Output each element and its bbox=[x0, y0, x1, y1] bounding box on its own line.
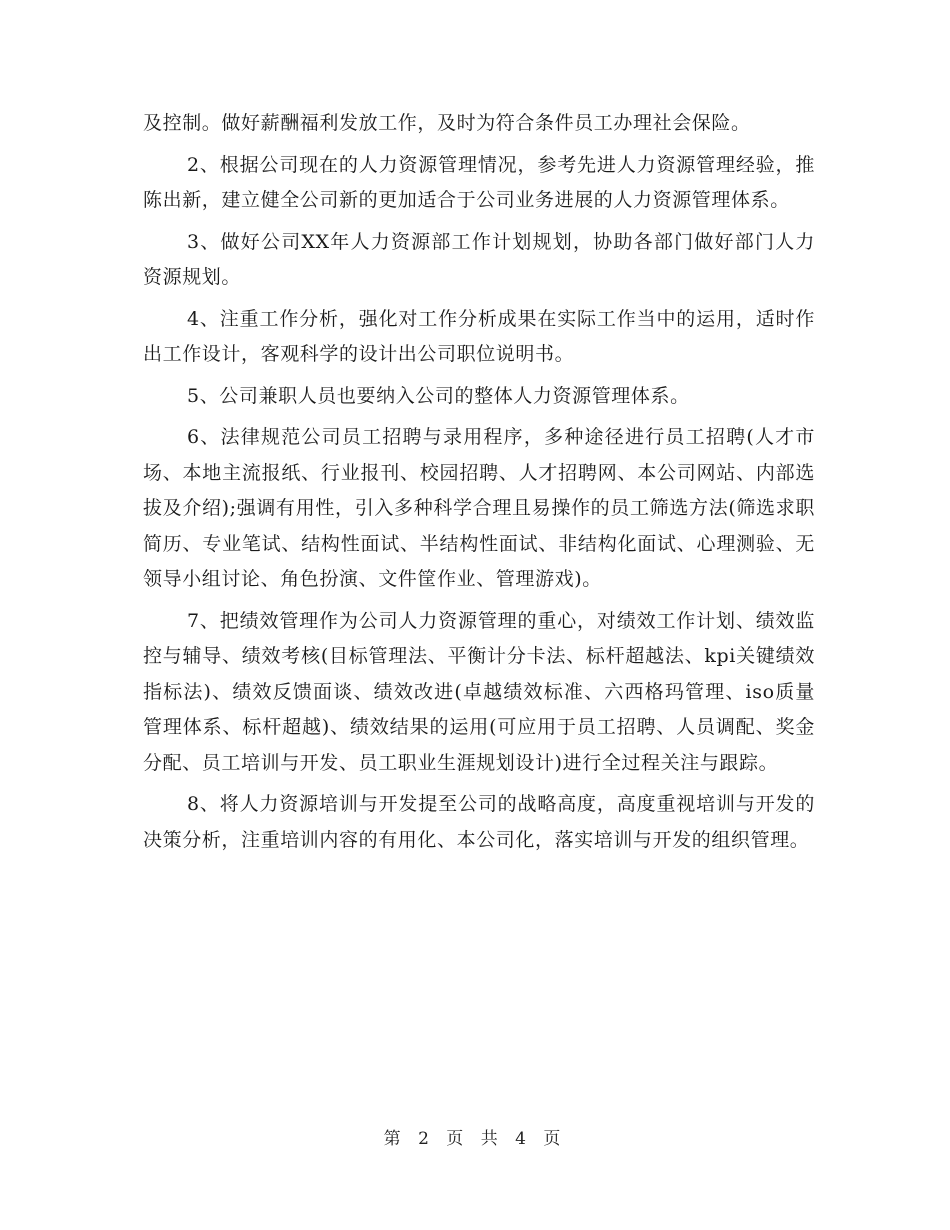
paragraph-item-4: 4、注重工作分析，强化对工作分析成果在实际工作当中的运用，适时作出工作设计，客观科学的设计出公司职位说明书。 bbox=[143, 307, 815, 365]
paragraph-continuation: 及控制。做好薪酬福利发放工作，及时为符合条件员工办理社会保险。 bbox=[143, 112, 751, 134]
paragraph-item-2: 2、根据公司现在的人力资源管理情况，参考先进人力资源管理经验，推陈出新，建立健全公司新的更加适合于公司业务进展的人力资源管理体系。 bbox=[143, 153, 815, 211]
paragraph-item-8: 8、将人力资源培训与开发提至公司的战略高度，高度重视培训与开发的决策分析，注重培训内容的有用化、本公司化，落实培训与开发的组织管理。 bbox=[143, 793, 815, 851]
paragraph-item-7: 7、把绩效管理作为公司人力资源管理的重心，对绩效工作计划、绩效监控与辅导、绩效考核(目标管理法、平衡计分卡法、标杆超越法、kpi关键绩效指标法)、绩效反馈面谈、绩效改进(卓越绩效标准、六西格玛管理、iso质量管理体系、标杆超越)、绩效结果的运用(可应用于员工招聘、人员调配、奖金分配、员工培训与开发、员工职业生涯规划设计)进行全过程关注与跟踪。 bbox=[143, 609, 815, 774]
page-number-footer: 第 2 页 共 4 页 bbox=[383, 1129, 567, 1149]
paragraph-item-5: 5、公司兼职人员也要纳入公司的整体人力资源管理体系。 bbox=[187, 384, 690, 407]
document-body bbox=[143, 106, 815, 864]
paragraph-item-3: 3、做好公司XX年人力资源部工作计划规划，协助各部门做好部门人力资源规划。 bbox=[143, 230, 815, 288]
paragraph-item-6: 6、法律规范公司员工招聘与录用程序，多种途径进行员工招聘(人才市场、本地主流报纸、行业报刊、校园招聘、人才招聘网、本公司网站、内部选拔及介绍);强调有用性，引入多种科学合理且易操作的员工筛选方法(筛选求职简历、专业笔试、结构性面试、半结构性面试、非结构化面试、心理测验、无领导小组讨论、角色扮演、文件筐作业、管理游戏)。 bbox=[143, 426, 815, 590]
